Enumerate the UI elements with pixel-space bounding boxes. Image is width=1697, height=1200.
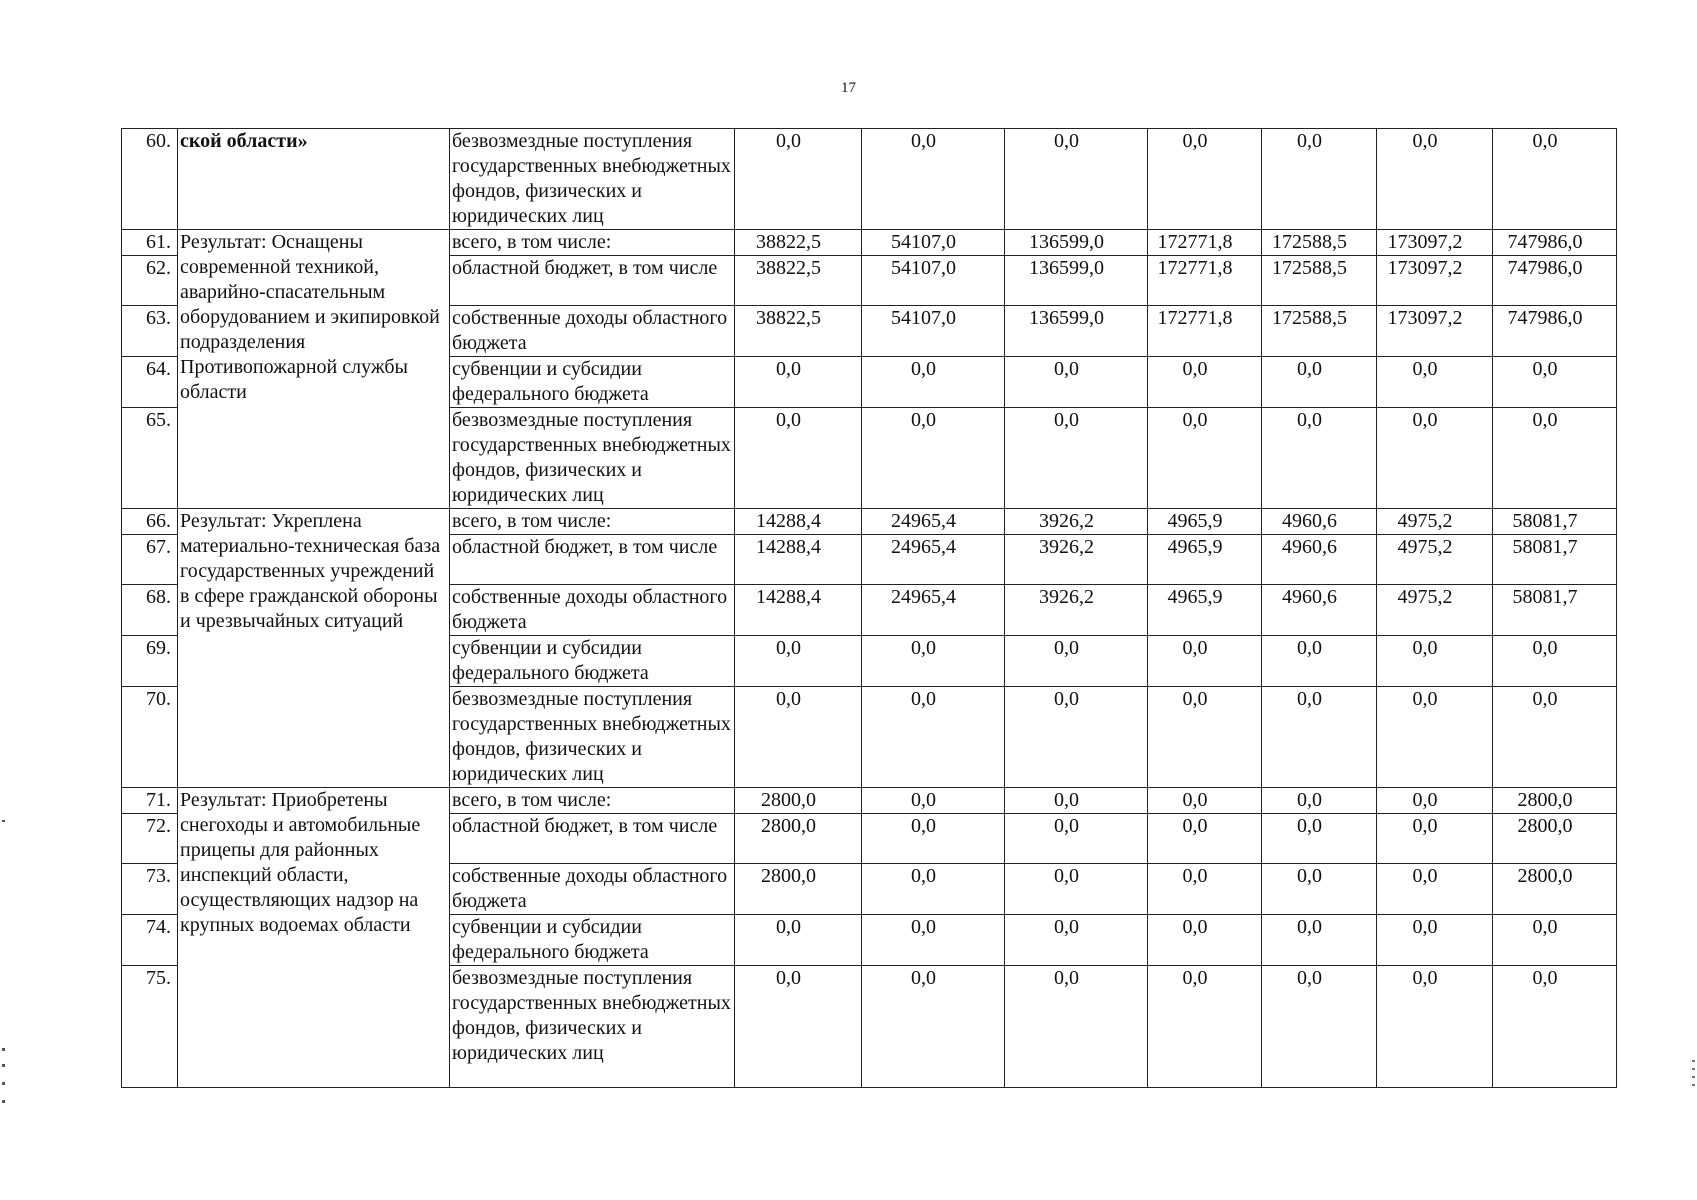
amount-cell: 173097,2	[1377, 230, 1493, 256]
row-number: 62.	[122, 256, 178, 306]
amount-cell: 172588,5	[1262, 306, 1377, 357]
amount-cell: 24965,4	[862, 585, 1005, 636]
amount-cell: 0,0	[1148, 636, 1262, 687]
amount-cell: 0,0	[1005, 636, 1148, 687]
amount-cell: 0,0	[1493, 966, 1617, 1088]
amount-cell: 0,0	[1262, 636, 1377, 687]
amount-cell: 4965,9	[1148, 585, 1262, 636]
amount-cell: 2800,0	[1493, 864, 1617, 915]
funding-source: безвозмездные поступления государственных внебюджетных фондов, физических и юридических лиц	[450, 129, 735, 230]
amount-cell: 0,0	[862, 788, 1005, 814]
amount-cell: 0,0	[1377, 915, 1493, 966]
amount-cell: 38822,5	[735, 306, 862, 357]
page-number: 17	[841, 80, 856, 96]
amount-cell: 0,0	[862, 814, 1005, 864]
amount-cell: 172588,5	[1262, 256, 1377, 306]
row-number: 60.	[122, 129, 178, 230]
funding-source: субвенции и субсидии федерального бюджета	[450, 357, 735, 408]
amount-cell: 0,0	[862, 966, 1005, 1088]
amount-cell: 0,0	[1262, 408, 1377, 509]
table-row	[122, 788, 1617, 814]
funding-source: безвозмездные поступления государственных внебюджетных фондов, физических и юридических лиц	[450, 966, 735, 1088]
row-number: 63.	[122, 306, 178, 357]
amount-cell: 0,0	[1148, 814, 1262, 864]
amount-cell: 2800,0	[1493, 814, 1617, 864]
row-number: 73.	[122, 864, 178, 915]
row-number: 65.	[122, 408, 178, 509]
amount-cell: 0,0	[1005, 788, 1148, 814]
amount-cell: 14288,4	[735, 509, 862, 535]
funding-source: всего, в том числе:	[450, 788, 735, 814]
row-number: 71.	[122, 788, 178, 814]
amount-cell: 0,0	[862, 408, 1005, 509]
amount-cell: 4960,6	[1262, 509, 1377, 535]
amount-cell: 0,0	[1005, 357, 1148, 408]
amount-cell: 0,0	[1377, 814, 1493, 864]
amount-cell: 0,0	[735, 966, 862, 1088]
amount-cell: 14288,4	[735, 535, 862, 585]
amount-cell: 38822,5	[735, 256, 862, 306]
amount-cell: 24965,4	[862, 509, 1005, 535]
amount-cell: 0,0	[1377, 129, 1493, 230]
funding-source: всего, в том числе:	[450, 509, 735, 535]
amount-cell: 0,0	[1005, 864, 1148, 915]
funding-source: субвенции и субсидии федерального бюджета	[450, 915, 735, 966]
funding-source: всего, в том числе:	[450, 230, 735, 256]
amount-cell: 747986,0	[1493, 256, 1617, 306]
amount-cell: 0,0	[862, 129, 1005, 230]
amount-cell: 24965,4	[862, 535, 1005, 585]
amount-cell: 2800,0	[735, 864, 862, 915]
amount-cell: 0,0	[1262, 129, 1377, 230]
amount-cell: 0,0	[1262, 814, 1377, 864]
amount-cell: 172771,8	[1148, 306, 1262, 357]
amount-cell: 0,0	[1148, 357, 1262, 408]
amount-cell: 0,0	[1377, 357, 1493, 408]
amount-cell: 0,0	[1148, 788, 1262, 814]
table-row	[122, 230, 1617, 256]
amount-cell: 136599,0	[1005, 230, 1148, 256]
amount-cell: 0,0	[1148, 687, 1262, 788]
amount-cell: 747986,0	[1493, 230, 1617, 256]
funding-source: субвенции и субсидии федерального бюджета	[450, 636, 735, 687]
amount-cell: 54107,0	[862, 306, 1005, 357]
amount-cell: 58081,7	[1493, 509, 1617, 535]
row-number: 74.	[122, 915, 178, 966]
funding-source: областной бюджет, в том числе	[450, 535, 735, 585]
funding-source: собственные доходы областного бюджета	[450, 864, 735, 915]
table-row	[122, 129, 1617, 230]
amount-cell: 0,0	[735, 129, 862, 230]
amount-cell: 0,0	[1148, 864, 1262, 915]
amount-cell: 0,0	[1493, 129, 1617, 230]
amount-cell: 4975,2	[1377, 509, 1493, 535]
amount-cell: 4965,9	[1148, 509, 1262, 535]
amount-cell: 0,0	[1262, 864, 1377, 915]
amount-cell: 0,0	[1005, 814, 1148, 864]
amount-cell: 173097,2	[1377, 306, 1493, 357]
amount-cell: 14288,4	[735, 585, 862, 636]
amount-cell: 0,0	[1493, 357, 1617, 408]
amount-cell: 0,0	[862, 687, 1005, 788]
amount-cell: 0,0	[1148, 129, 1262, 230]
row-number: 69.	[122, 636, 178, 687]
amount-cell: 0,0	[1377, 408, 1493, 509]
amount-cell: 0,0	[1377, 966, 1493, 1088]
funding-source: областной бюджет, в том числе	[450, 814, 735, 864]
row-number: 61.	[122, 230, 178, 256]
amount-cell: 0,0	[735, 915, 862, 966]
amount-cell: 0,0	[862, 915, 1005, 966]
amount-cell: 58081,7	[1493, 585, 1617, 636]
amount-cell: 747986,0	[1493, 306, 1617, 357]
table-row	[122, 509, 1617, 535]
amount-cell: 0,0	[1005, 915, 1148, 966]
funding-source: областной бюджет, в том числе	[450, 256, 735, 306]
row-number: 75.	[122, 966, 178, 1088]
amount-cell: 0,0	[735, 687, 862, 788]
row-number: 72.	[122, 814, 178, 864]
result-description: Результат: Укреплена материально-техническая база государственных учреждений в сфере гражданской обороны и чрезвычайных ситуаций	[178, 509, 450, 788]
amount-cell: 2800,0	[735, 788, 862, 814]
amount-cell: 3926,2	[1005, 585, 1148, 636]
amount-cell: 4975,2	[1377, 535, 1493, 585]
amount-cell: 172588,5	[1262, 230, 1377, 256]
scan-margin-marks-right	[1692, 1060, 1695, 1100]
amount-cell: 0,0	[1005, 966, 1148, 1088]
amount-cell: 0,0	[862, 864, 1005, 915]
amount-cell: 0,0	[1377, 636, 1493, 687]
amount-cell: 0,0	[1493, 915, 1617, 966]
amount-cell: 0,0	[1493, 408, 1617, 509]
amount-cell: 136599,0	[1005, 306, 1148, 357]
amount-cell: 3926,2	[1005, 509, 1148, 535]
row-number: 66.	[122, 509, 178, 535]
amount-cell: 0,0	[862, 357, 1005, 408]
amount-cell: 0,0	[1262, 788, 1377, 814]
result-description: ской области»	[178, 129, 450, 230]
amount-cell: 0,0	[1262, 357, 1377, 408]
amount-cell: 4965,9	[1148, 535, 1262, 585]
row-number: 64.	[122, 357, 178, 408]
amount-cell: 136599,0	[1005, 256, 1148, 306]
amount-cell: 0,0	[1262, 966, 1377, 1088]
amount-cell: 0,0	[1005, 129, 1148, 230]
amount-cell: 0,0	[735, 357, 862, 408]
amount-cell: 2800,0	[735, 814, 862, 864]
amount-cell: 0,0	[1377, 687, 1493, 788]
row-number: 68.	[122, 585, 178, 636]
amount-cell: 0,0	[1493, 636, 1617, 687]
amount-cell: 54107,0	[862, 230, 1005, 256]
amount-cell: 0,0	[1148, 915, 1262, 966]
funding-source: собственные доходы областного бюджета	[450, 306, 735, 357]
amount-cell: 0,0	[1005, 687, 1148, 788]
amount-cell: 173097,2	[1377, 256, 1493, 306]
funding-source: безвозмездные поступления государственных внебюджетных фондов, физических и юридических лиц	[450, 408, 735, 509]
row-number: 67.	[122, 535, 178, 585]
amount-cell: 4975,2	[1377, 585, 1493, 636]
amount-cell: 38822,5	[735, 230, 862, 256]
amount-cell: 172771,8	[1148, 256, 1262, 306]
amount-cell: 4960,6	[1262, 535, 1377, 585]
amount-cell: 0,0	[1377, 788, 1493, 814]
amount-cell: 0,0	[735, 636, 862, 687]
amount-cell: 0,0	[735, 408, 862, 509]
amount-cell: 0,0	[1262, 687, 1377, 788]
funding-source: собственные доходы областного бюджета	[450, 585, 735, 636]
amount-cell: 0,0	[1148, 966, 1262, 1088]
amount-cell: 0,0	[862, 636, 1005, 687]
amount-cell: 172771,8	[1148, 230, 1262, 256]
result-description: Результат: Оснащены современной техникой, аварийно-спасательным оборудованием и экипировкой подразделения Противопожарной службы области	[178, 230, 450, 509]
amount-cell: 3926,2	[1005, 535, 1148, 585]
amount-cell: 0,0	[1493, 687, 1617, 788]
amount-cell: 4960,6	[1262, 585, 1377, 636]
funding-source: безвозмездные поступления государственных внебюджетных фондов, физических и юридических лиц	[450, 687, 735, 788]
amount-cell: 2800,0	[1493, 788, 1617, 814]
amount-cell: 0,0	[1377, 864, 1493, 915]
amount-cell: 54107,0	[862, 256, 1005, 306]
budget-table	[121, 128, 1617, 1088]
scan-margin-marks	[2, 820, 6, 1120]
amount-cell: 0,0	[1262, 915, 1377, 966]
amount-cell: 0,0	[1005, 408, 1148, 509]
amount-cell: 0,0	[1148, 408, 1262, 509]
table-body	[122, 129, 1617, 1088]
result-description: Результат: Приобретены снегоходы и автомобильные прицепы для районных инспекций области, осуществляющих надзор на крупных водоемах области	[178, 788, 450, 1088]
amount-cell: 58081,7	[1493, 535, 1617, 585]
row-number: 70.	[122, 687, 178, 788]
